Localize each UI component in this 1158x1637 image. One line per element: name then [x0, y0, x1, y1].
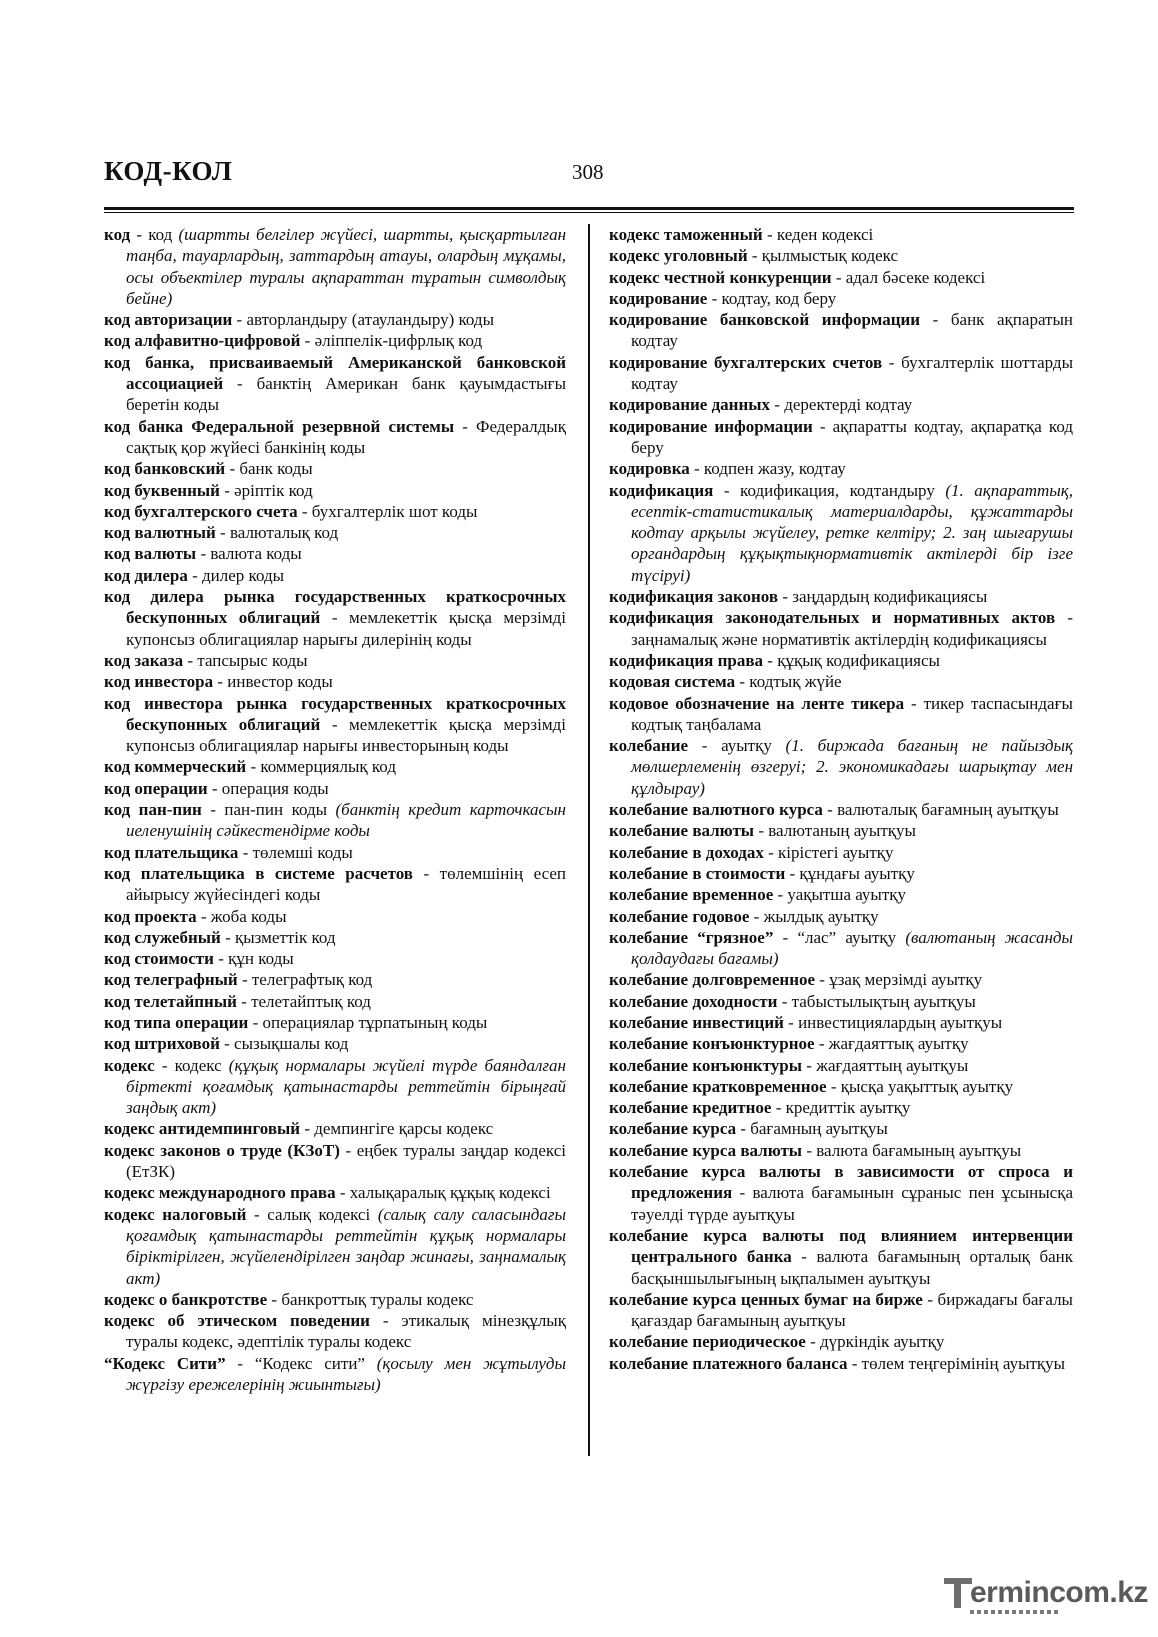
watermark-text: ermincom.kz: [970, 1576, 1148, 1609]
entry-term: кодекс: [104, 1055, 155, 1075]
entry-translation: - дүркіндік ауытқу: [805, 1332, 945, 1352]
entry-translation: - пан-пин коды: [201, 800, 336, 820]
dictionary-entry: [104, 1140, 566, 1183]
entry-translation: - қызметтік код: [220, 927, 336, 947]
left-column: [104, 224, 566, 1395]
dictionary-entry: [609, 1331, 1073, 1352]
dictionary-entry: [609, 693, 1073, 736]
dictionary-entry: [104, 948, 566, 969]
entry-translation: - банктің Американ банк қауымдастығы беретін коды: [126, 374, 566, 415]
entry-term: колебание: [609, 736, 689, 756]
entry-term: код служебный: [104, 927, 221, 947]
watermark-barcode-lines: [970, 1610, 1060, 1614]
entry-term: кодекс законов о труде (КЗоТ): [104, 1140, 340, 1160]
entry-term: код заказа: [104, 650, 184, 670]
entry-translation: - банкроттық туралы кодекс: [267, 1289, 474, 1309]
entry-translation: - операция коды: [207, 778, 329, 798]
dictionary-entry: [609, 309, 1073, 352]
entry-term: код коммерческий: [104, 757, 247, 777]
entry-term: код бухгалтерского счета: [104, 501, 298, 521]
entry-term: кодирование данных: [609, 395, 771, 415]
dictionary-entry: [104, 863, 566, 906]
dictionary-entry: [609, 671, 1073, 692]
entry-term: “Кодекс Сити”: [104, 1353, 226, 1373]
entry-translation: - валюта коды: [196, 544, 302, 564]
entry-translation: - мемлекеттік қысқа мерзімді купонсыз облигациялар нарығы инвесторының коды: [126, 714, 566, 756]
entry-note: (1. биржада бағаның не пайыздық мөлшерлеменің өзгеруі; 2. экономикадағы шарықтау мен құлдырау): [631, 736, 1073, 798]
dictionary-entry: [104, 1310, 566, 1353]
entry-term: код банковский: [104, 459, 226, 479]
page-header-title: КОД-КОЛ: [104, 156, 233, 186]
entry-term: код дилера: [104, 565, 188, 585]
entry-translation: - валюта бағамынын сұраныс пен ұсынысқа тәуелді түрде ауытқуы: [631, 1183, 1073, 1224]
entry-translation: - валюта бағамының орталық банк басқыншылығының ықпалымен ауытқуы: [631, 1247, 1074, 1288]
entry-translation: - заңнамалық және нормативтік актілердің кодификациясы: [631, 608, 1073, 649]
page-number: 308: [572, 160, 604, 184]
dictionary-entry: [609, 458, 1073, 479]
entry-term: кодирование информации: [609, 416, 813, 436]
entry-term: код буквенный: [104, 480, 220, 500]
entry-note: (1. ақпараттық, есептік-статистикалық материалдарды, құжаттарды кодтау арқылы жүйелеу, ретке келтіру; 2. заң шығарушы органдардың құқықтықнормативтік актілерді бір ізге түсіруі): [631, 480, 1073, 585]
dictionary-entry: [104, 842, 566, 863]
dictionary-entry: [104, 1353, 566, 1396]
entry-term: колебание доходности: [609, 991, 778, 1011]
entry-note: (салық салу саласындағы қоғамдық қатынастарды реттейтін құқық нормалары біріктірілген, жүйелендірілген заңдар жинағы, заңнамалық акт): [126, 1204, 567, 1288]
dictionary-entry: [609, 735, 1073, 799]
dictionary-entry: [104, 352, 566, 416]
entry-term: колебание долговременное: [609, 970, 816, 990]
entry-translation: - коммерциялық код: [246, 757, 396, 777]
dictionary-entry: [104, 309, 566, 330]
termincom-watermark-logo: [944, 1572, 1148, 1618]
dictionary-entry: [609, 1055, 1073, 1076]
entry-term: код инвестора рынка государственных краткосрочных бескупонных облигаций: [104, 693, 566, 734]
entry-term: кодекс налоговый: [104, 1204, 247, 1224]
entry-translation: - кодекс: [154, 1055, 229, 1075]
dictionary-entry: [104, 458, 566, 479]
entry-translation: - кодтық жүйе: [735, 672, 842, 692]
dictionary-entry: [609, 1289, 1073, 1332]
entry-term: кодификация законодательных и нормативных актов: [609, 608, 1056, 628]
entry-translation: - банк ақпаратын кодтау: [631, 310, 1073, 351]
dictionary-entry: [609, 1118, 1073, 1139]
dictionary-entry: [609, 1097, 1073, 1118]
entry-term: код плательщика: [104, 842, 239, 862]
entry-translation: - инвестициялардың ауытқуы: [783, 1012, 1003, 1032]
entry-translation: - бухгалтерлік шот коды: [297, 501, 478, 521]
entry-translation: - ақпаратты кодтау, ақпаратқа код беру: [631, 416, 1073, 457]
entry-term: кодекс международного права: [104, 1183, 336, 1203]
entry-term: код банка, присваиваемый Американской банковской ассоциацией: [104, 352, 566, 394]
entry-term: кодекс уголовный: [609, 246, 748, 266]
dictionary-entry: [104, 1118, 566, 1139]
entry-translation: - ұзақ мерзімді ауытқу: [815, 970, 983, 990]
entry-translation: - халықаралық құқық кодексі: [335, 1183, 551, 1203]
dictionary-entry: [609, 1033, 1073, 1054]
entry-translation: - демпингіге қарсы кодекс: [300, 1119, 494, 1139]
entry-term: колебание “грязное”: [609, 927, 774, 947]
entry-translation: - заңдардың кодификациясы: [778, 587, 988, 607]
header-rule-thick: [104, 207, 1074, 210]
dictionary-entry: [609, 1012, 1073, 1033]
dictionary-entry: [104, 693, 566, 757]
entry-term: колебание валюты: [609, 821, 755, 841]
entry-translation: - телетайптық код: [236, 991, 371, 1011]
entry-term: код типа операции: [104, 1012, 249, 1032]
dictionary-entry: [104, 501, 566, 522]
dictionary-entry: [609, 1225, 1073, 1289]
entry-translation: - құндағы ауытқу: [785, 863, 915, 883]
entry-translation: - телеграфтық код: [237, 970, 373, 990]
dictionary-entry: [104, 969, 566, 990]
entry-translation: - “Кодекс сити”: [225, 1353, 377, 1373]
entry-term: колебание конъюнктурное: [609, 1034, 815, 1054]
entry-term: кодирование бухгалтерских счетов: [609, 352, 883, 372]
dictionary-entry: [104, 906, 566, 927]
entry-translation: - табыстылықтың ауытқуы: [777, 991, 976, 1011]
dictionary-entry: [609, 906, 1073, 927]
entry-translation: - валютаның ауытқуы: [754, 821, 916, 841]
entry-translation: - уақытша ауытқу: [773, 885, 907, 905]
entry-translation: - жылдық ауытқу: [749, 906, 879, 926]
entry-translation: - тапсырыс коды: [183, 650, 308, 670]
entry-term: кодовая система: [609, 672, 736, 692]
entry-term: код инвестора: [104, 672, 214, 692]
dictionary-entry: [609, 245, 1073, 266]
dictionary-entry: [609, 842, 1073, 863]
entry-translation: - бағамның ауытқуы: [736, 1119, 888, 1139]
entry-translation: - сызықшалы код: [219, 1034, 349, 1054]
entry-translation: - әліппелік-цифрлық код: [300, 331, 483, 351]
entry-term: кодовое обозначение на ленте тикера: [609, 693, 905, 713]
column-divider: [588, 224, 590, 1456]
dictionary-entry: [104, 480, 566, 501]
dictionary-entry: [104, 1055, 566, 1119]
entry-term: колебание курса валюты в зависимости от спроса и предложения: [609, 1162, 1073, 1203]
entry-note: (шартты белгілер жүйесі, шартты, қысқартылған таңба, тауарлардың, заттардың атауы, олардың мұқамы, осы объектілер туралы ақпараттан тұратын символдық бейне): [126, 225, 566, 308]
entry-translation: - Федералдық сақтық қор жүйесі банкінің коды: [126, 416, 566, 457]
entry-translation: - төлемші коды: [238, 842, 353, 862]
entry-translation: - код: [130, 225, 179, 244]
right-column: [609, 224, 1073, 1374]
entry-term: кодекс о банкротстве: [104, 1289, 268, 1309]
entry-note: (қосылу мен жұтылуды жүргізу ережелерінің жиынтығы): [126, 1353, 566, 1395]
dictionary-entry: [609, 416, 1073, 459]
dictionary-entry: [104, 1289, 566, 1310]
entry-translation: - салық кодексі: [246, 1204, 378, 1224]
entry-translation: - деректерді кодтау: [770, 395, 913, 415]
entry-translation: - банк коды: [225, 459, 313, 479]
entry-translation: - адал бәсеке кодексі: [831, 267, 986, 287]
entry-translation: - биржадағы бағалы қағаздар бағамының ауытқуы: [631, 1289, 1073, 1331]
entry-translation: - тикер таспасындағы кодтық таңбалама: [631, 693, 1073, 734]
entry-term: код операции: [104, 778, 208, 798]
dictionary-entry: [104, 650, 566, 671]
entry-translation: - кодтау, код беру: [707, 288, 837, 308]
dictionary-entry: [104, 1204, 566, 1289]
entry-term: колебание кратковременное: [609, 1076, 827, 1096]
dictionary-entry: [609, 394, 1073, 415]
entry-term: код банка Федеральной резервной системы: [104, 416, 455, 436]
entry-term: колебание курса ценных бумаг на бирже: [609, 1289, 923, 1309]
dictionary-entry: [104, 778, 566, 799]
entry-term: код алфавитно-цифровой: [104, 331, 301, 351]
entry-translation: - авторландыру (атауландыру) коды: [232, 310, 494, 330]
entry-translation: - әріптік код: [219, 480, 313, 500]
entry-translation: - жағдаяттық ауытқу: [814, 1034, 969, 1054]
dictionary-entry: [609, 224, 1073, 245]
entry-translation: - инвестор коды: [213, 672, 333, 692]
entry-term: колебание годовое: [609, 906, 750, 926]
dictionary-entry: [609, 991, 1073, 1012]
entry-term: колебание кредитное: [609, 1098, 772, 1118]
entry-translation: - этикалық мінезқұлық туралы кодекс, әдептілік туралы кодекс: [126, 1311, 566, 1352]
dictionary-entry: [104, 416, 566, 459]
entry-term: колебание в доходах: [609, 842, 764, 862]
dictionary-entry: [609, 927, 1073, 970]
dictionary-entry: [104, 991, 566, 1012]
dictionary-entry: [609, 1353, 1073, 1374]
dictionary-entry: [104, 927, 566, 948]
entry-term: кодификация: [609, 480, 714, 500]
entry-term: кодификация права: [609, 650, 764, 670]
dictionary-entry: [104, 565, 566, 586]
entry-translation: - қысқа уақыттық ауытқу: [826, 1076, 1014, 1096]
entry-translation: - кодификация, кодтандыру: [713, 480, 946, 500]
dictionary-entry: [104, 224, 566, 309]
entry-translation: - жағдаяттың ауытқуы: [802, 1055, 969, 1075]
dictionary-entry: [609, 288, 1073, 309]
dictionary-entry: [609, 884, 1073, 905]
entry-term: колебание курса валюты под влиянием интервенции центрального банка: [609, 1225, 1073, 1267]
entry-note: (банктің кредит карточкасын иеленушінің сәйкестендірме коды: [126, 800, 566, 841]
entry-translation: - жоба коды: [196, 906, 287, 926]
entry-term: колебание конъюнктуры: [609, 1055, 803, 1075]
entry-term: кодекс честной конкуренции: [609, 267, 832, 287]
dictionary-entry: [104, 1033, 566, 1054]
dictionary-entry: [609, 1076, 1073, 1097]
entry-translation: - “лас” ауытқу: [773, 927, 906, 947]
entry-term: код валютный: [104, 523, 216, 543]
entry-translation: - кеден кодексі: [762, 225, 874, 244]
dictionary-entry: [609, 480, 1073, 586]
entry-term: код проекта: [104, 906, 197, 926]
watermark-t-stem: [954, 1578, 961, 1608]
entry-note: (құқық нормалары жүйелі түрде баяндалған біртекті қоғамдық қатынастарды реттейтін бірыңғай заңдық акт): [126, 1055, 566, 1118]
entry-term: код плательщика в системе расчетов: [104, 863, 413, 883]
dictionary-entry: [609, 863, 1073, 884]
entry-translation: - бухгалтерлік шоттарды кодтау: [631, 352, 1074, 394]
dictionary-entry: [609, 799, 1073, 820]
entry-term: код дилера рынка государственных краткосрочных бескупонных облигаций: [104, 587, 566, 628]
dictionary-entry: [104, 1182, 566, 1203]
entry-term: колебание курса валюты: [609, 1140, 803, 1160]
entry-term: колебание курса: [609, 1119, 737, 1139]
entry-term: колебание валютного курса: [609, 800, 823, 820]
dictionary-entry: [104, 586, 566, 650]
entry-term: код штриховой: [104, 1034, 220, 1054]
entry-translation: - кірістегі ауытқу: [763, 842, 894, 862]
entry-term: код телеграфный: [104, 970, 238, 990]
entry-translation: - валюталық бағамның ауытқуы: [822, 800, 1059, 820]
dictionary-entry: [609, 607, 1073, 650]
dictionary-entry: [609, 267, 1073, 288]
entry-translation: - дилер коды: [187, 565, 285, 585]
dictionary-entry: [104, 1012, 566, 1033]
dictionary-entry: [104, 671, 566, 692]
header-rule-thin: [104, 212, 1074, 213]
entry-translation: - операциялар тұрпатының коды: [248, 1012, 488, 1032]
entry-term: код пан-пин: [104, 800, 202, 820]
entry-term: кодекс таможенный: [609, 225, 763, 244]
entry-translation: - еңбек туралы заңдар кодексі (ЕтЗК): [126, 1140, 566, 1182]
entry-term: кодификация законов: [609, 587, 779, 607]
entry-term: кодирование банковской информации: [609, 310, 921, 330]
entry-translation: - кредиттік ауытқу: [771, 1098, 911, 1118]
entry-term: колебание периодическое: [609, 1332, 806, 1352]
entry-term: код стоимости: [104, 949, 214, 969]
entry-term: колебание инвестиций: [609, 1012, 784, 1032]
dictionary-entry: [609, 650, 1073, 671]
entry-translation: - төлемшінің есеп айырысу жүйесіндегі коды: [126, 863, 566, 905]
dictionary-entry: [104, 799, 566, 842]
entry-translation: - құқық кодификациясы: [763, 650, 940, 670]
entry-translation: - құн коды: [213, 949, 294, 969]
entry-translation: - валюталық код: [215, 523, 339, 543]
dictionary-entry: [104, 330, 566, 351]
dictionary-entry: [104, 543, 566, 564]
entry-term: код: [104, 225, 131, 244]
entry-term: кодекс антидемпинговый: [104, 1119, 301, 1139]
entry-term: колебание в стоимости: [609, 863, 786, 883]
dictionary-entry: [609, 820, 1073, 841]
entry-translation: - валюта бағамының ауытқуы: [802, 1140, 1022, 1160]
dictionary-entry: [609, 352, 1073, 395]
dictionary-entry: [609, 1161, 1073, 1225]
entry-term: колебание платежного баланса: [609, 1353, 848, 1373]
dictionary-entry: [104, 756, 566, 777]
entry-term: кодирование: [609, 288, 708, 308]
dictionary-entry: [609, 586, 1073, 607]
dictionary-entry: [609, 1140, 1073, 1161]
entry-translation: - қылмыстық кодекс: [747, 246, 899, 266]
dictionary-entry: [609, 969, 1073, 990]
entry-term: код авторизации: [104, 310, 233, 330]
entry-term: код валюты: [104, 544, 197, 564]
entry-term: кодекс об этическом поведении: [104, 1311, 370, 1331]
entry-term: код телетайпный: [104, 991, 237, 1011]
entry-translation: - мемлекеттік қысқа мерзімді купонсыз облигациялар нарығы дилерінің коды: [126, 608, 566, 649]
entry-note: (валютаның жасанды қолдаудағы бағамы): [631, 927, 1074, 969]
entry-term: колебание временное: [609, 885, 774, 905]
dictionary-entry: [104, 522, 566, 543]
entry-translation: - төлем теңгерімінің ауытқуы: [847, 1353, 1066, 1373]
entry-term: кодировка: [609, 459, 690, 479]
entry-translation: - кодпен жазу, кодтау: [689, 459, 846, 479]
entry-translation: - ауытқу: [688, 736, 786, 756]
